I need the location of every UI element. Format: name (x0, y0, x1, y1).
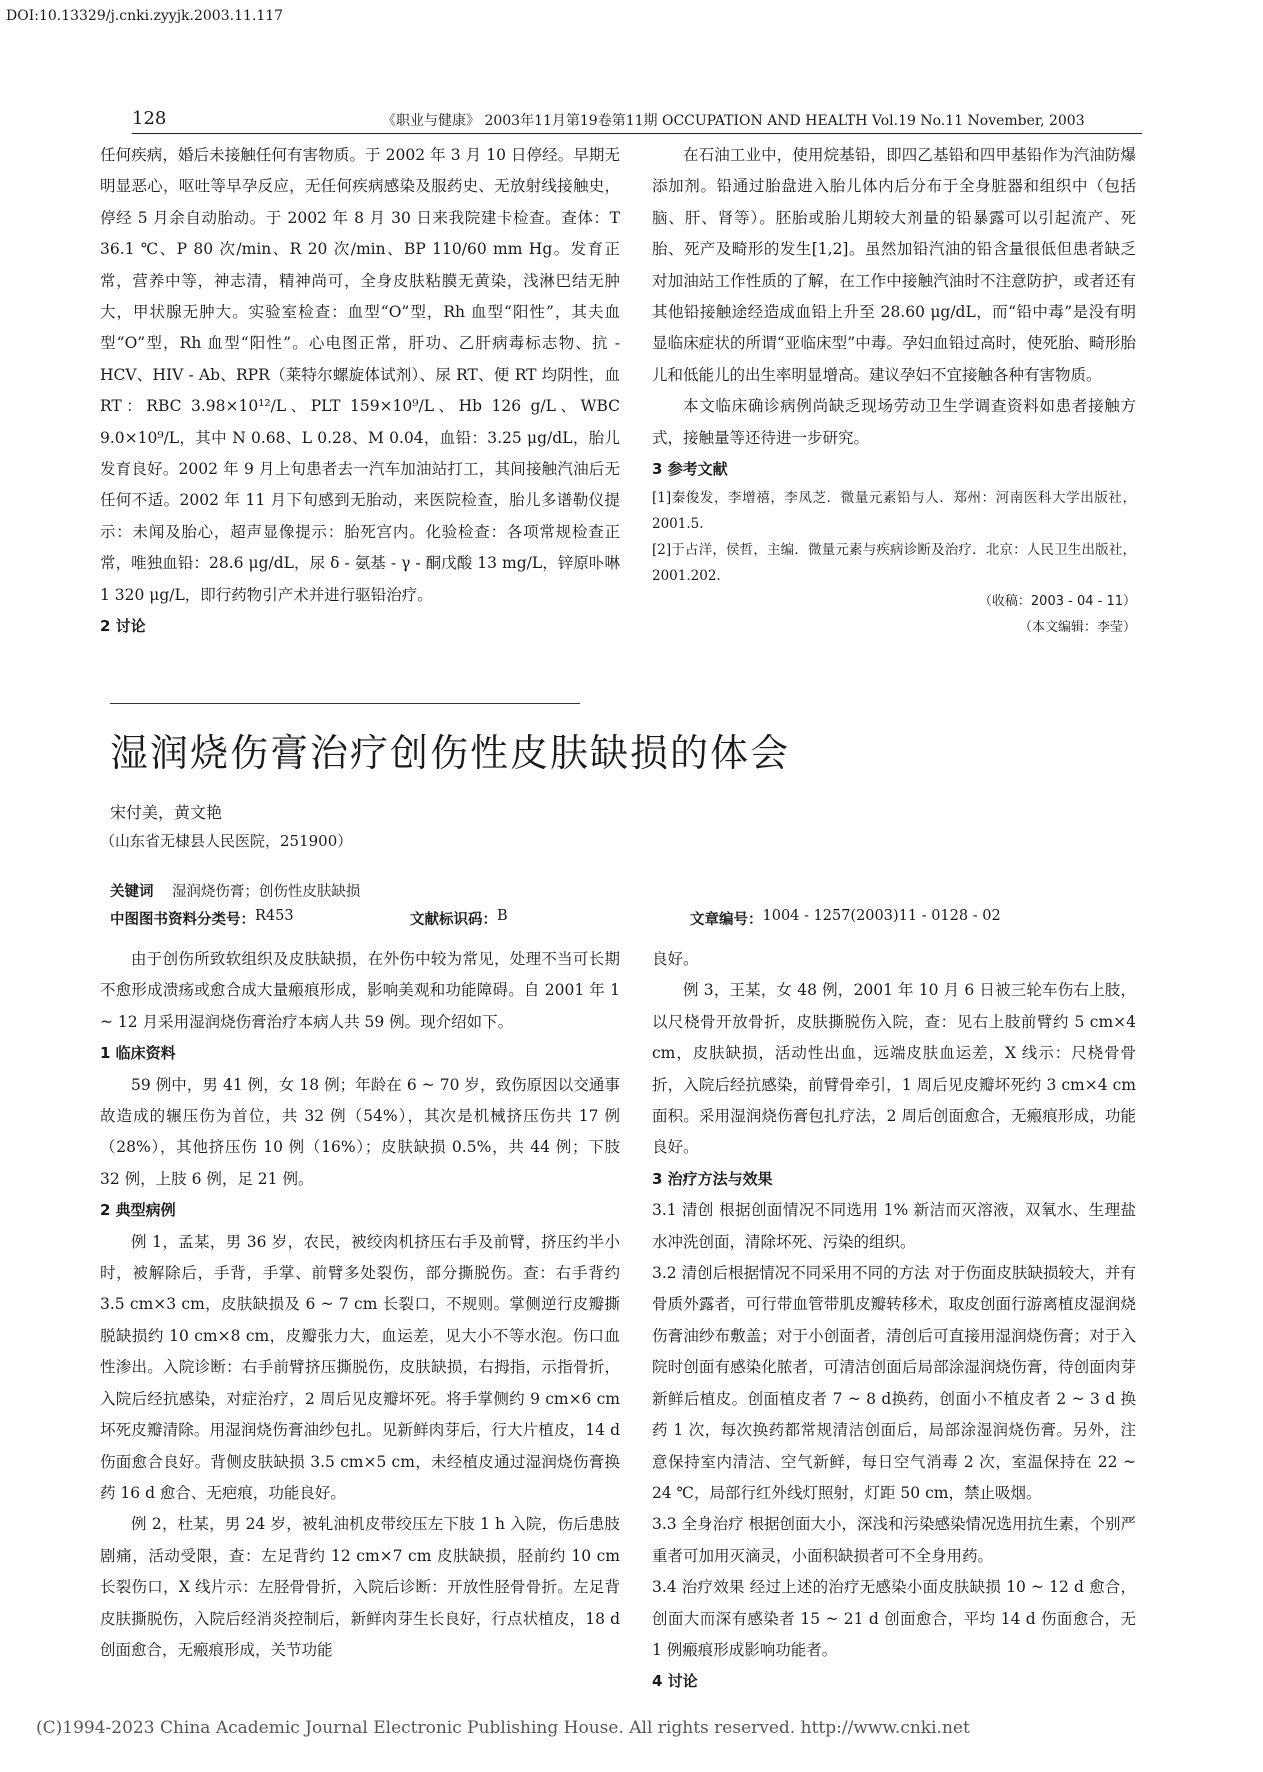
body-paragraph: 例 1，孟某，男 36 岁，农民，被绞肉机挤压右手及前臂，挤压约半小时，被解除后，手背，手掌、前臂多处裂伤，部分撕脱伤。查：右手背约 3.5 cm×3 cm，皮肤缺损及 6 ~ 7 cm 长裂口，不规则。掌侧逆行皮瓣撕脱缺损约 10 cm×8 cm，皮瓣张力大，血运差，见大小不等水泡。伤口血性渗出。入院诊断：右手前臂挤压撕脱伤，皮肤缺损，右拇指，示指骨折，入院后经抗感染，对症治疗，2 周后见皮瓣坏死。将手掌侧约 9 cm×6 cm 坏死皮瓣清除。用湿润烧伤膏油纱包扎。见新鲜肉芽后，行大片植皮，14 d 伤面愈合良好。背侧皮肤缺损 3.5 cm×5 cm，未经植皮通过湿润烧伤膏换药 16 d 愈合、无疤痕，功能良好。 (100, 1232, 620, 1502)
references-heading: 3 参考文献 (652, 460, 728, 479)
reference-item: [2]于占洋，侯哲，主编．微量元素与疾病诊断及治疗．北京：人民卫生出版社，2001.202. (652, 542, 1136, 585)
article-left-column (100, 944, 620, 1666)
prev-right-paragraph: 本文临床确诊病例尚缺乏现场劳动卫生学调查资料如患者接触方式，接触量等还待进一步研究。 (652, 397, 1136, 447)
prev-left-paragraph: 任何疾病，婚后未接触任何有害物质。于 2002 年 3 月 10 日停经。早期无明显恶心，呕吐等早孕反应，无任何疾病感染及服药史、无放射线接触史，停经 5 月余自动胎动。于 2002 年 8 月 30 日来我院建卡检查。查体：T 36.1 ℃、P 80 次/min、R 20 次/min、BP 110/60 mm Hg。发育正常，营养中等，神志清，精神尚可，全身皮肤粘膜无黄染，浅淋巴结无肿大，甲状腺无肿大。实验室检查：血型“O”型，Rh 血型“阳性”，其夫血型“O”型，Rh 血型“阳性”。心电图正常，肝功、乙肝病毒标志物、抗 - HCV、HIV - Ab、RPR（莱特尔螺旋体试剂）、尿 RT、便 RT 均阴性，血 RT：RBC 3.98×10¹²/L、PLT 159×10⁹/L、Hb 126 g/L、WBC 9.0×10⁹/L，其中 N 0.68、L 0.28、M 0.04，血铅：3.25 μg/dL，胎儿发育良好。2002 年 9 月上旬患者去一汽车加油站打工，其间接触汽油后无任何不适。2002 年 11 月下旬感到无胎动，来医院检查，胎儿多谱勒仪提示：未闻及胎心，超声显像提示：胎死宫内。化验检查：各项常规检查正常，唯独血铅：28.6 μg/dL，尿 δ - 氨基 - γ - 酮戊酸 13 mg/L，锌原卟啉 1 320 μg/L，即行药物引产术并进行驱铅治疗。 (100, 146, 620, 604)
subsection-paragraph: 3.1 清创 根据创面情况不同选用 1% 新洁而灭溶液，双氧水、生理盐水冲洗创面，清除坏死、污染的组织。 (652, 1201, 1136, 1251)
article-title: 湿润烧伤膏治疗创伤性皮肤缺损的体会 (110, 731, 791, 775)
doc-code-label: 文献标识码： (410, 912, 497, 928)
page-number: 128 (132, 108, 167, 129)
keywords-value: 湿润烧伤膏；创伤性皮肤缺损 (171, 884, 361, 900)
prev-discussion-heading: 2 讨论 (100, 617, 146, 636)
article-affiliation: （山东省无棣县人民医院，251900） (100, 832, 353, 850)
article-authors: 宋付美，黄文艳 (110, 803, 223, 822)
section-heading: 4 讨论 (652, 1672, 698, 1691)
doi: DOI:10.13329/j.cnki.zyyjk.2003.11.117 (6, 8, 284, 24)
references-list (652, 485, 1136, 589)
doc-code-value: B (497, 908, 508, 924)
reference-item: [1]秦俊发，李增禧，李凤芝．微量元素铅与人．郑州：河南医科大学出版社，2001.5. (652, 490, 1136, 533)
prev-right-paragraph: 在石油工业中，使用烷基铅，即四乙基铅和四甲基铅作为汽油防爆添加剂。铅通过胎盘进入胎儿体内后分布于全身脏器和组织中（包括脑、肝、肾等）。胚胎或胎儿期较大剂量的铅暴露可以引起流产、死胎、死产及畸形的发生[1,2]。虽然加铅汽油的铅含量很低但患者缺乏对加油站工作性质的了解，在工作中接触汽油时不注意防护，或者还有其他铅接触途经造成血铅上升至 28.60 μg/dL，而“铅中毒”是没有明显临床症状的所谓“亚临床型”中毒。孕妇血铅过高时，使死胎、畸形胎儿和低能儿的出生率明显增高。建议孕妇不宜接触各种有害物质。 (652, 146, 1136, 384)
prev-right-column (652, 140, 1136, 641)
subsection-paragraph: 3.3 全身治疗 根据创面大小，深浅和污染感染情况选用抗生素，个别严重者可加用灭滴灵，小面积缺损者可不全身用药。 (652, 1515, 1137, 1565)
editor-note: （本文编辑：李莹） (1018, 620, 1136, 636)
section-heading: 2 典型病例 (100, 1201, 176, 1220)
article-separator (110, 703, 580, 704)
clc-value: R453 (255, 908, 294, 924)
keywords-line (110, 880, 360, 901)
received-date: （收稿：2003 - 04 - 11） (978, 594, 1136, 610)
section-heading: 1 临床资料 (100, 1044, 176, 1063)
body-paragraph: 例 3，王某，女 48 例，2001 年 10 月 6 日被三轮车伤右上肢，以尺桡骨开放骨折，皮肤撕脱伤入院，查：见右上肢前臂约 5 cm×4 cm，皮肤缺损，活动性出血，远端皮肤血运差，X 线示：尺桡骨骨折，入院后经抗感染，前臂骨牵引，1 周后见皮瓣坏死约 3 cm×4 cm 面积。采用湿润烧伤膏包扎疗法，2 周后创面愈合，无瘢痕形成，功能良好。 (652, 981, 1136, 1157)
body-paragraph: 例 2，杜某，男 24 岁，被轧油机皮带绞压左下肢 1 h 入院，伤后患肢剧痛，活动受限，查：左足背约 12 cm×7 cm 皮肤缺损，胫前约 10 cm 长裂伤口，X 线片示：左胫骨骨折，入院后诊断：开放性胫骨骨折。左足背皮肤撕脱伤，入院后经消炎控制后，新鲜肉芽生长良好，行点状植皮，18 d 创面愈合，无瘢痕形成，关节功能 (100, 1515, 620, 1659)
keywords-label: 关键词 (110, 884, 154, 900)
clc-label: 中图图书资料分类号： (110, 912, 255, 928)
subsection-paragraph: 3.4 治疗效果 经过上述的治疗无感染小面皮肤缺损 10 ~ 12 d 愈合，创面大而深有感染者 15 ~ 21 d 创面愈合，平均 14 d 伤面愈合，无 1 例瘢痕形成影响功能者。 (652, 1578, 1136, 1659)
body-paragraph: 良好。 (652, 950, 699, 968)
subsection-paragraph: 3.2 清创后根据情况不同采用不同的方法 对于伤面皮肤缺损较大，并有骨质外露者，可行带血管带肌皮瓣转移术，取皮创面行游离植皮湿润烧伤膏油纱布敷盖；对于小创面者，清创后可直接用湿润烧伤膏；对于入院时创面有感染化脓者，可清洁创面后局部涂湿润烧伤膏，待创面肉芽新鲜后植皮。创面植皮者 7 ~ 8 d换药，创面小不植皮者 2 ~ 3 d 换药 1 次，每次换药都常规清洁创面后，局部涂湿润烧伤膏。另外，注意保持室内清洁、空气新鲜，每日空气消毒 2 次，室温保持在 22 ~ 24 ℃，局部行红外线灯照射，灯距 50 cm，禁止吸烟。 (652, 1264, 1137, 1502)
header-rule (132, 133, 1142, 134)
article-right-column (652, 944, 1136, 1698)
classification-line (110, 908, 1120, 930)
running-head: 《职业与健康》 2003年11月第19卷第11期 OCCUPATION AND HEALTH Vol.19 No.11 November, 2003 (382, 113, 1085, 129)
body-paragraph: 59 例中，男 41 例，女 18 例；年龄在 6 ~ 70 岁，致伤原因以交通事故造成的辗压伤为首位，共 32 例（54%），其次是机械挤压伤共 17 例（28%），其他挤压伤 10 例（16%）；皮肤缺损 0.5%，共 44 例；下肢 32 例，上肢 6 例，足 21 例。 (100, 1075, 620, 1188)
copyright-footer: (C)1994-2023 China Academic Journal Electronic Publishing House. All rights reserved. http://www.cnki.net (36, 1718, 970, 1738)
article-no-label: 文章编号： (690, 912, 763, 928)
intro-paragraph: 由于创伤所致软组织及皮肤缺损，在外伤中较为常见，处理不当可长期不愈形成溃疡或愈合成大量瘢痕形成，影响美观和功能障碍。自 2001 年 1 ~ 12 月采用湿润烧伤膏治疗本病人共 59 例。现介绍如下。 (100, 950, 620, 1031)
prev-left-column (100, 140, 620, 643)
section-heading: 3 治疗方法与效果 (652, 1169, 773, 1188)
article-no-value: 1004 - 1257(2003)11 - 0128 - 02 (762, 908, 1001, 924)
